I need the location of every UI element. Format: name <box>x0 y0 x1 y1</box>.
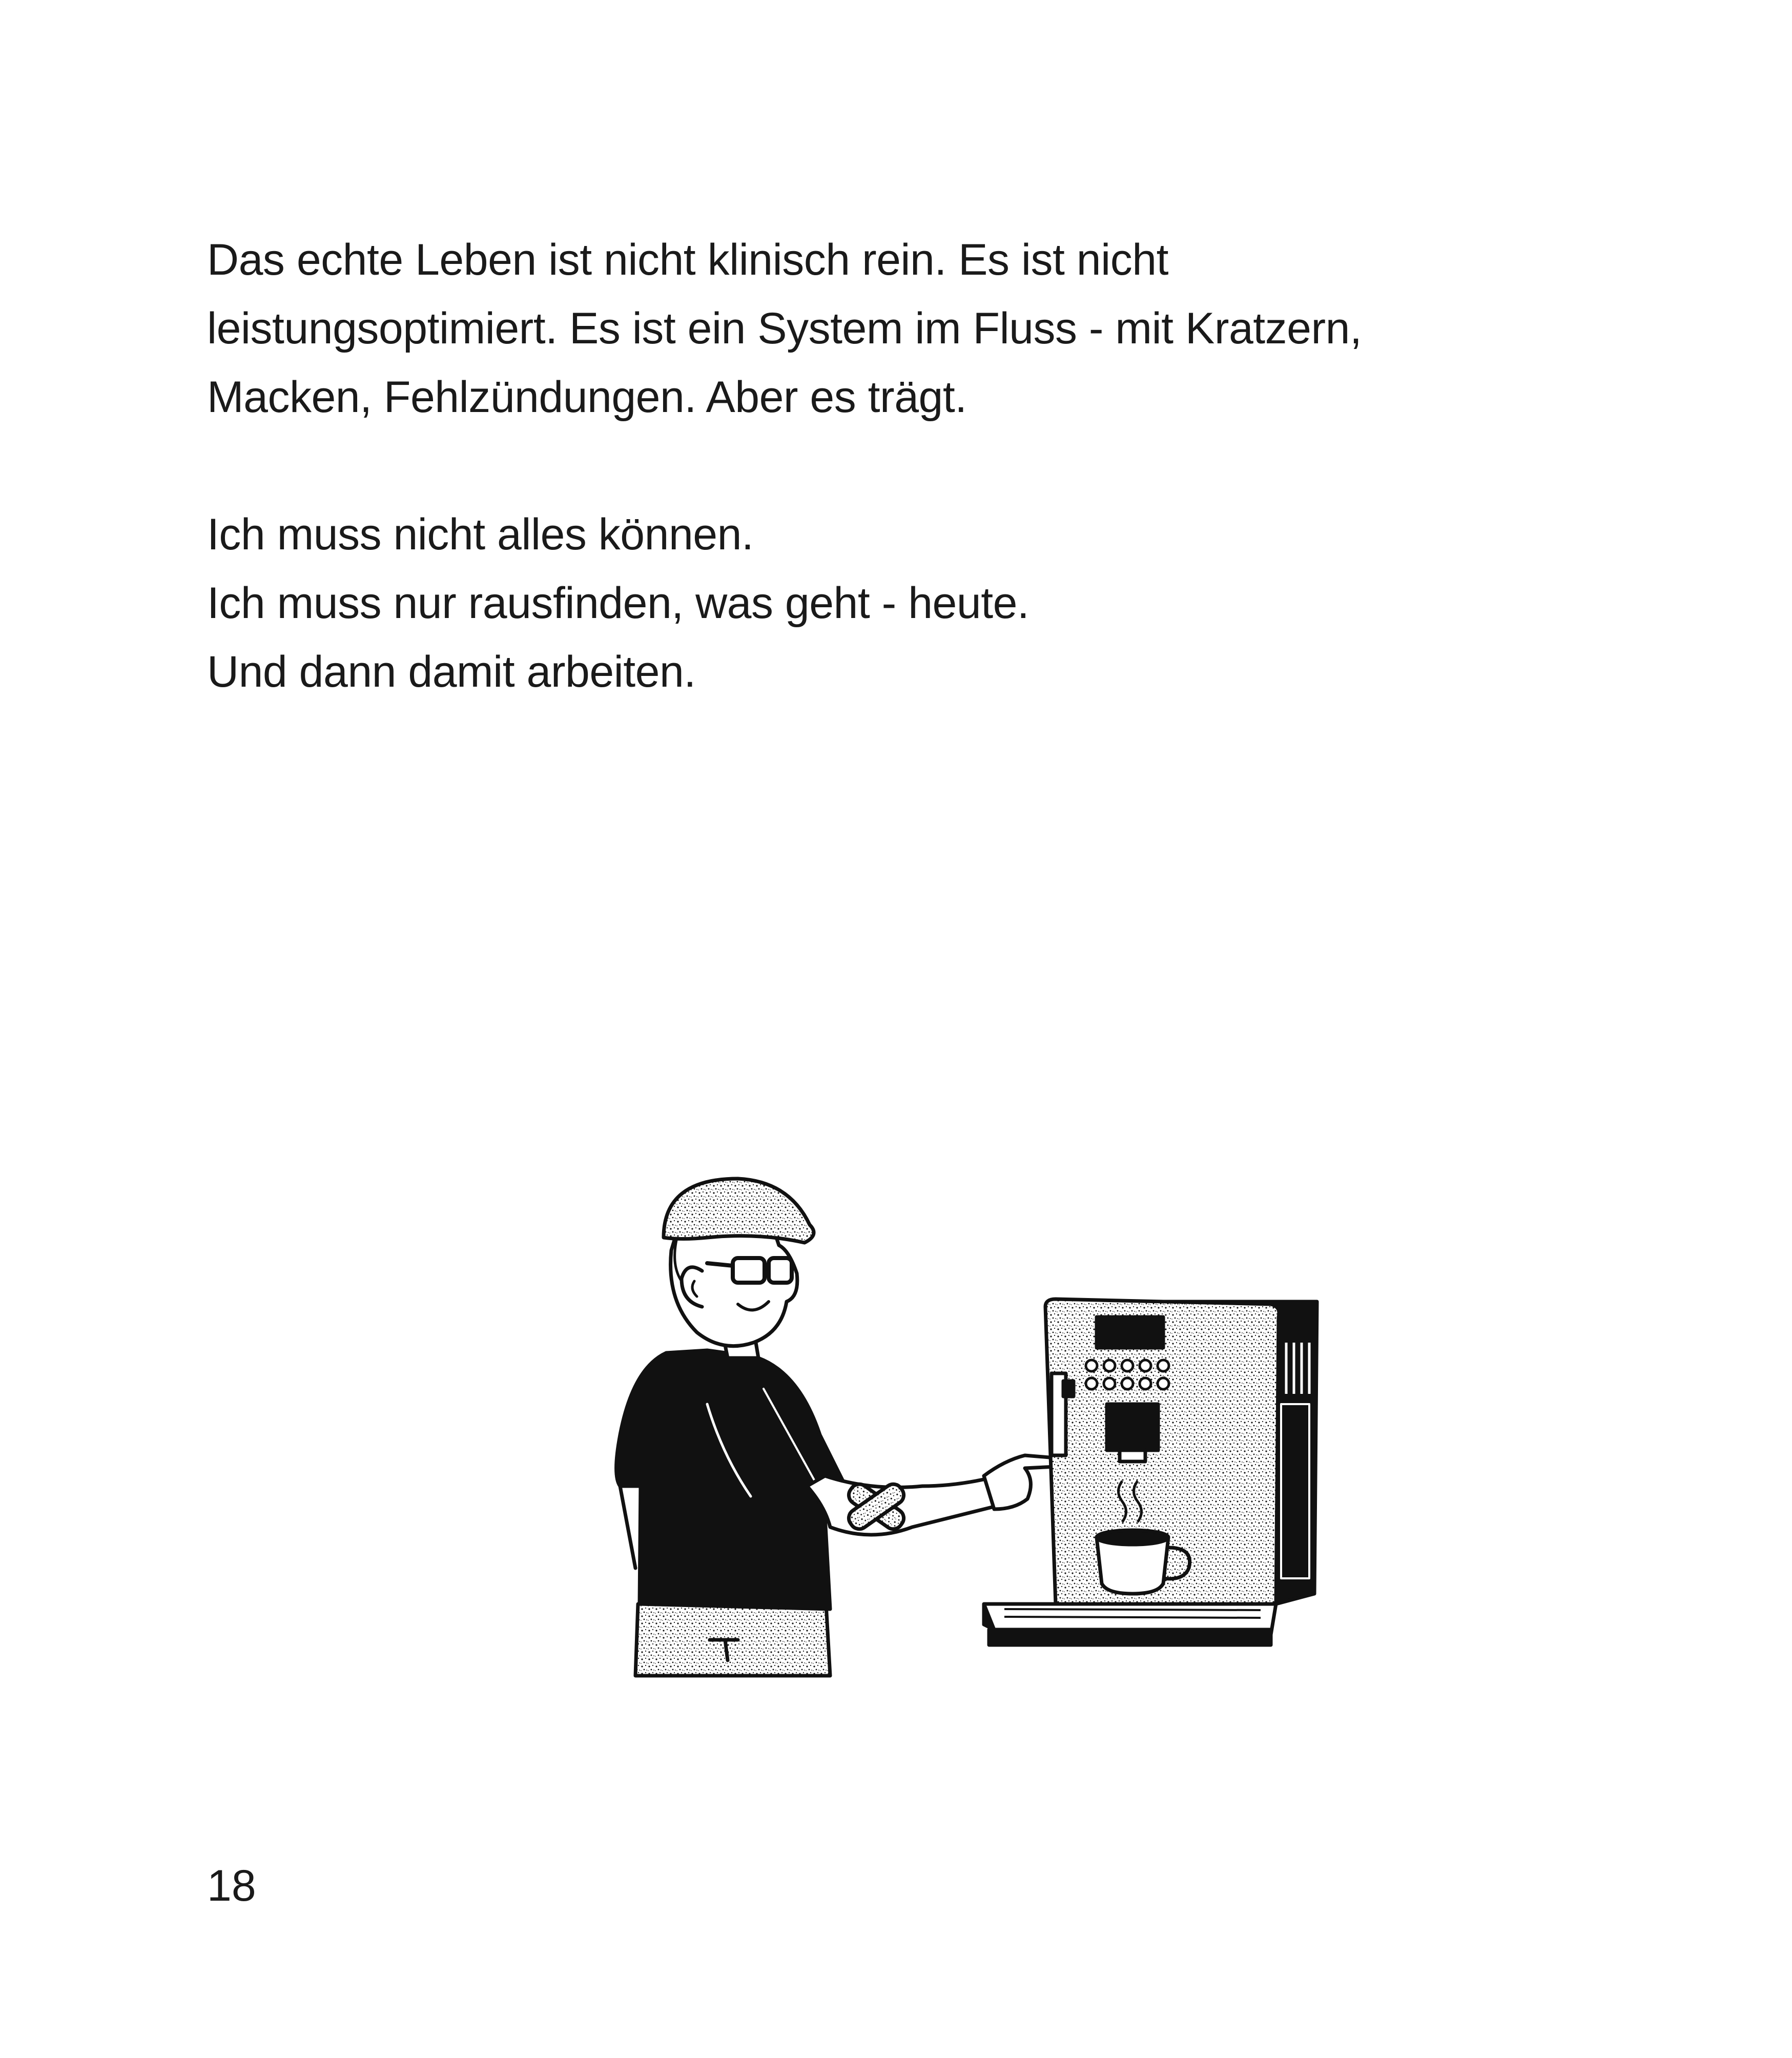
man-figure <box>616 1179 1061 1676</box>
flat-cap <box>664 1179 814 1243</box>
body-text <box>207 225 1591 706</box>
paragraph <box>207 500 1591 706</box>
text-line: Ich muss nur rausfinden, was geht - heute. <box>207 579 1029 628</box>
paragraph <box>207 225 1591 431</box>
page-number: 18 <box>207 1861 256 1910</box>
coffee-machine <box>984 1299 1317 1645</box>
text-line: Das echte Leben ist nicht klinisch rein. Es ist nicht <box>207 235 1168 284</box>
man-coffee-machine-illustration <box>605 1148 1322 1691</box>
text-line: Ich muss nicht alles können. <box>207 510 754 559</box>
paragraph-spacer <box>207 431 1591 500</box>
text-line: leistungsoptimiert. Es ist ein System im Fluss - mit Kratzern, <box>207 304 1362 353</box>
machine-display <box>1097 1317 1163 1348</box>
text-line: Macken, Fehlzündungen. Aber es trägt. <box>207 373 967 422</box>
text-line: Und dann damit arbeiten. <box>207 647 696 696</box>
coffee-dispenser <box>1107 1404 1158 1450</box>
forearm <box>807 1476 999 1535</box>
